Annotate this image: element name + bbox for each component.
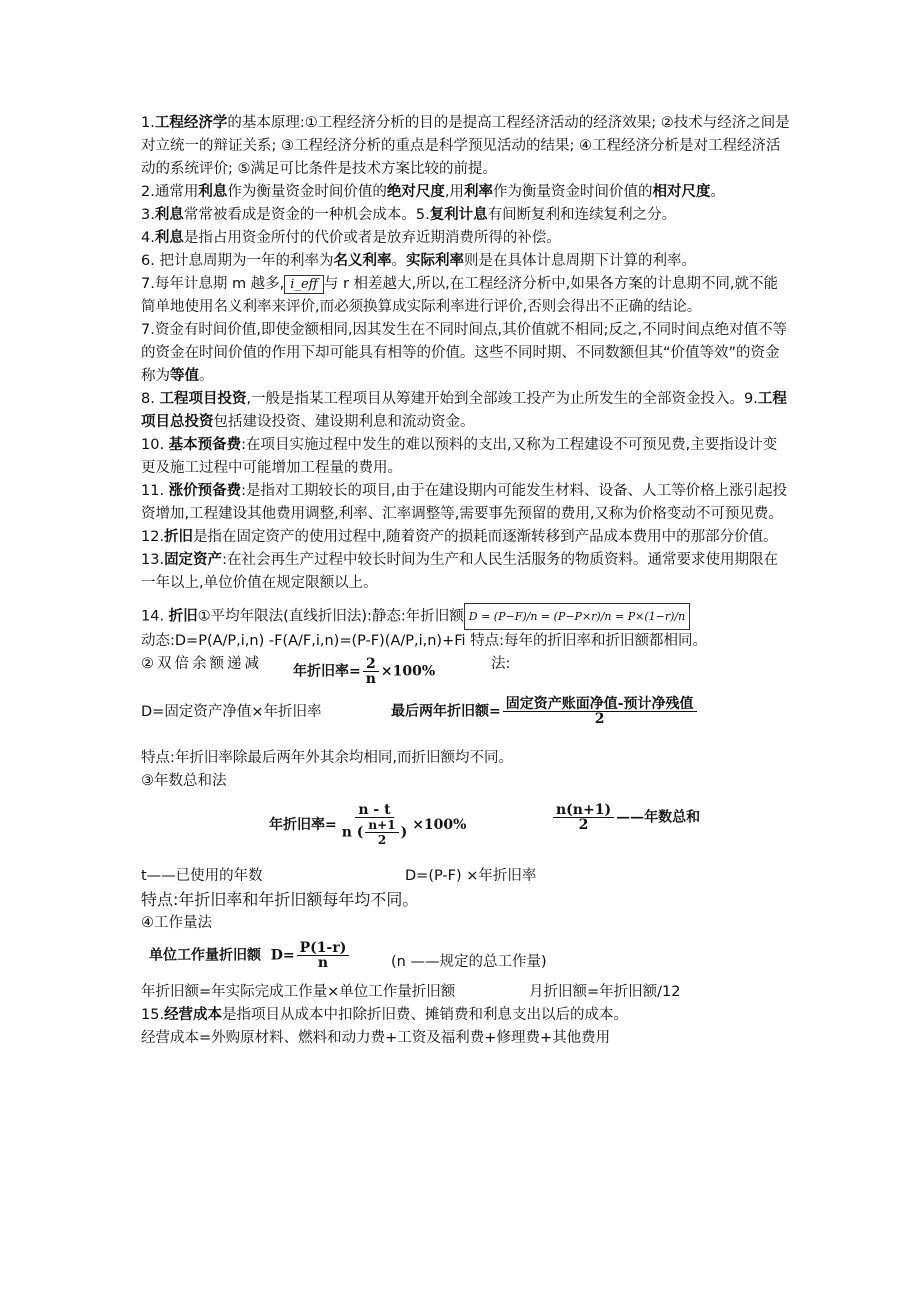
para-6: 6. 把计息周期为一年的利率为名义利率。实际利率则是在具体计息周期下计算的利率。 <box>141 253 696 269</box>
para-13: 13.固定资产:在社会再生产过程中较长时间为生产和人民生活服务的物质资料。通常要求使用期限在一年以上,单位价值在规定限额以上。 <box>141 552 778 591</box>
para-12: 12.折旧是指在固定资产的使用过程中,随着资产的损耗而逐渐转移到产品成本费用中的那部分价值。 <box>141 529 778 545</box>
syd-formula: 年折旧率= n - t n ( $\frac{n+1}{2}$ ) ×100% <box>269 802 467 847</box>
last-two-formula: 最后两年折旧额= $\frac{\text{固定资产账面净值-预计净残值}}{2}$ <box>391 697 699 726</box>
syd-feature: 特点:年折旧率和年折旧额每年均不同。 <box>141 890 419 909</box>
para-7a: 7.每年计息期 m 越多, i_eff 与 r 相差越大,所以,在工程经济分析中,如果各方案的计息期不同,就不能简单地使用名义利率来评价,而必须换算成实际利率进行评价,否则会得出不正确的结论。 <box>141 276 778 315</box>
ddb-formula: 年折旧率= $\frac{2}{n}$ ×100% <box>293 656 436 687</box>
para-8: 8. 工程项目投资,一般是指某工程项目从筹建开始到全部竣工投产为止所发生的全部资金投入。9.工程项目总投资包括建设投资、建设期利息和流动资金。 <box>141 391 787 430</box>
syd-notes: t——已使用的年数 D=(P-F) ×年折旧率 <box>141 868 537 884</box>
ddb-row: ②双倍余额递减 年折旧率= $\frac{2}{n}$ ×100% 法: <box>141 656 511 687</box>
ddb-feature: 特点:年折旧率除最后两年外其余均相同,而折旧额均不同。 <box>141 750 513 766</box>
para-14: 14. 折旧①平均年限法(直线折旧法):静态:年折旧额 D = (P−F)/n = (P−P×r)/n = P×(1−r)/n <box>141 603 791 630</box>
operating-cost-formula: 经营成本=外购原材料、燃料和动力费+工资及福利费+修理费+其他费用 <box>141 1030 611 1046</box>
para-3: 3.利息常常被看成是资金的一种机会成本。5.复利计息有间断复利和连续复利之分。 <box>141 207 677 223</box>
wl-row: 单位工作量折旧额 D= $\frac{P(1-r)}{n}$ (n ——规定的总工作量) <box>149 940 547 971</box>
para-15: 15.经营成本是指项目从成本中扣除折旧费、摊销费和利息支出以后的成本。 <box>141 1007 629 1023</box>
para-11: 11. 涨价预备费:是指对工期较长的项目,由于在建设期内可能发生材料、设备、人工等价格上涨引起投资增加,工程建设其他费用调整,利率、汇率调整等,需要事先预留的费用,又称为价格变动不可预见费。 <box>141 483 788 522</box>
ddb-last-two-row: D=固定资产净值×年折旧率 最后两年折旧额= $\frac{\text{固定资产账面净值-预计净残值}}{2}$ <box>141 697 791 747</box>
para-7b: 7.资金有时间价值,即使金额相同,因其发生在不同时间点,其价值就不相同;反之,不同时间点绝对值不等的资金在时间价值的作用下却可能具有相等的价值。这些不同时期、不同数额但其“价值等效”的资金称为等值。 <box>141 322 788 384</box>
straight-line-formula: D = (P−F)/n = (P−P×r)/n = P×(1−r)/n <box>464 603 690 630</box>
dynamic-formula: 动态:D=P(A/P,i,n) -F(A/F,i,n)=(P-F)(A/P,i,n)+Fi 特点:每年的折旧率和折旧额都相同。 <box>141 633 708 649</box>
syd-row <box>141 793 791 865</box>
wl-notes: 年折旧额=年实际完成工作量×单位工作量折旧额 月折旧额=年折旧额/12 <box>141 984 681 1000</box>
para-1: 1.工程经济学的基本原理:①工程经济分析的目的是提高工程经济活动的经济效果; ②技术与经济之间是对立统一的辩证关系; ③工程经济分析的重点是科学预见活动的结果; ④工程经济分析是对工程经济活动的系统评价; ⑤满足可比条件是技术方案比较的前提。 <box>141 115 790 177</box>
wl-formula: 单位工作量折旧额 D= $\frac{P(1-r)}{n}$ <box>149 941 351 970</box>
para-2: 2.通常用利息作为衡量资金时间价值的绝对尺度,用利率作为衡量资金时间价值的相对尺度。 <box>141 184 725 200</box>
document-body <box>141 112 791 1050</box>
para-4: 4.利息是指占用资金所付的代价或者是放弃近期消费所得的补偿。 <box>141 230 561 246</box>
wl-title: ④工作量法 <box>141 915 212 931</box>
i-eff-formula: i_eff <box>284 275 324 294</box>
syd-title: ③年数总和法 <box>141 773 227 789</box>
para-10: 10. 基本预备费:在项目实施过程中发生的难以预料的支出,又称为工程建设不可预见费,主要指设计变更及施工过程中可能增加工程量的费用。 <box>141 437 778 476</box>
years-sum-formula: $\frac{n(n+1)}{2}$ ——年数总和 <box>551 803 700 832</box>
